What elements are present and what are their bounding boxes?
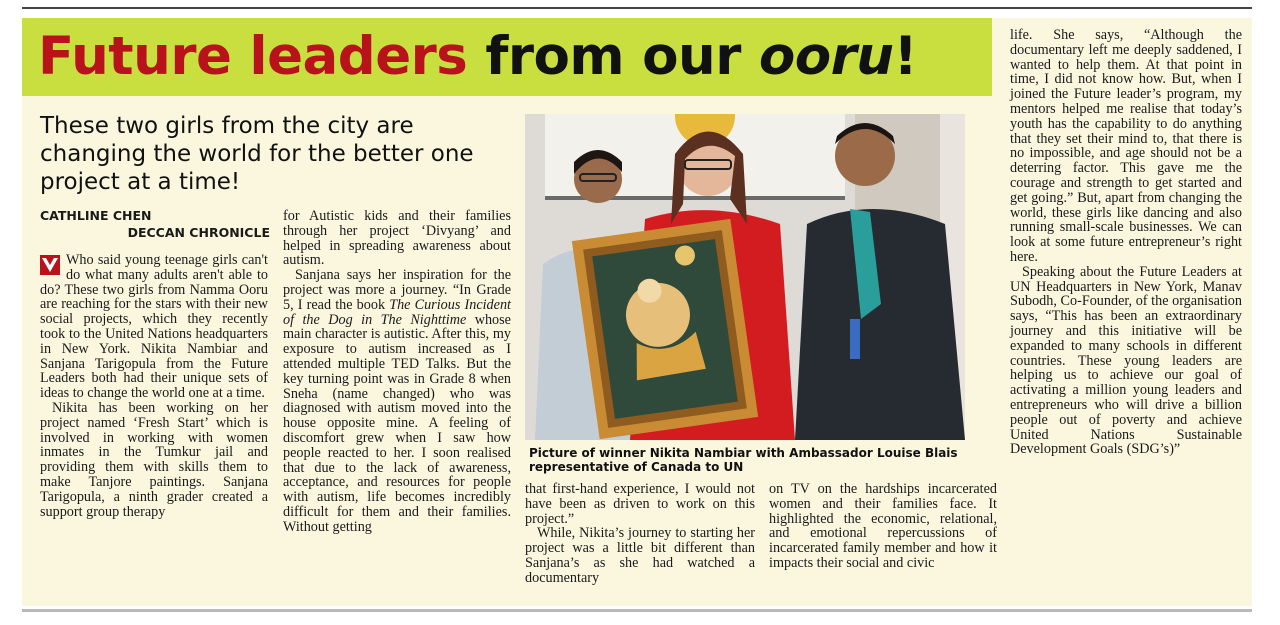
- headline: [38, 22, 917, 92]
- text-span: whose main character is autistic. After this, my exposure to autism increased as I attended multiple TED Talks. But the key turning point was in Grade 8 when Sneha (name changed) who was diagnosed with autism moved into the house opposite mine. A feeling of discomfort grew when I saw how people reacted to her. I soon realised that due to the lack of awareness, acceptance, and resources for people with autism, life becomes incredibly difficult for them and their families. Without getting: [283, 311, 511, 535]
- headline-part-2: from our: [485, 26, 741, 87]
- headline-banner: [22, 18, 992, 96]
- photo-caption: Picture of winner Nikita Nambiar with Ambassador Louise Blais representative of Canada to UN: [529, 446, 958, 474]
- article-photo: [525, 114, 965, 440]
- article-column-5: [1010, 28, 1242, 457]
- paragraph-sanjana-inspiration: [283, 268, 511, 534]
- paragraph-manav-quote: Speaking about the Future Leaders at UN Headquarters in New York, Manav Subodh, Co-Founder, of the organisation says, “This has been an extraordinary journey and this initiative will be expanded to many schools in different countries. These young leaders are helping us to achieve our goal of activating a million young leaders and entrepreneurs who will drive a billion people out of poverty and achieve United Nations Sustainable Development Goals (SDG’s)”: [1010, 263, 1242, 458]
- byline-source: DECCAN CHRONICLE: [127, 225, 270, 240]
- article-column-4: [769, 482, 997, 571]
- paragraph-divyang: for Autistic kids and their families through her project ‘Divyang’ and helped in spreading awareness about autism.: [283, 208, 511, 269]
- top-rule: [22, 7, 1252, 9]
- paragraph-first-hand: that first-hand experience, I would not have been as driven to work on this project.”: [525, 481, 755, 527]
- paragraph-nikita-quote: life. She says, “Although the documentary left me deeply saddened, I wanted to help them. At that point in time, I did not know how. But, when I joined the Future leader’s program, my mentors helped me realise that today’s youth has the capability to do anything that they set their mind to, that there is no impossible, and age should not be a deterring factor. This gave me the courage and strength to get started and get going.” But, apart from changing the world, these girls like dancing and also running small-scale businesses. We can look at some future entrepreneur’s right here.: [1010, 27, 1242, 265]
- v-dropcap-icon: [40, 255, 60, 275]
- paragraph-nikita-project: Nikita has been working on her project named ‘Fresh Start’ which is involved in working with women inmates in the Tumkur jail and providing them with skills them to make Tanjore paintings. Sanjana Tarigopula, a ninth grader created a support group therapy: [40, 399, 268, 520]
- paragraph-nikita-journey: While, Nikita’s journey to starting her project was a little bit different than Sanjana’s as she had watched a documentary: [525, 525, 755, 586]
- paragraph-documentary: on TV on the hardships incarcerated women and their families face. It highlighted the economic, relational, and emotional repercussions of incarcerated family member and how it impacts their social and civic: [769, 481, 997, 571]
- byline: [40, 208, 270, 240]
- bottom-rule: [22, 609, 1252, 612]
- subheadline: These two girls from the city are changing the world for the better one project at a time!: [40, 113, 474, 195]
- headline-part-3: ooru: [758, 26, 894, 87]
- article-column-1: [40, 253, 268, 519]
- headline-part-4: !: [893, 26, 918, 87]
- paragraph-intro: Who said young teenage girls can't do what many adults aren't able to do? These two girls from Namma Ooru are reaching for the stars with their new social projects, which they recently took to the United Nations headquarters in New York. Nikita Nambiar and Sanjana Tarigopula from the Future Leaders both had their unique sets of ideas to change the world one at a time.: [40, 252, 268, 402]
- headline-part-1: Future leaders: [38, 26, 468, 87]
- byline-author: CATHLINE CHEN: [40, 208, 152, 223]
- article-column-2: [283, 209, 511, 535]
- newspaper-page: [22, 18, 1252, 606]
- book-title: The Curious Incident of the Dog in The Nighttime: [283, 296, 511, 328]
- photo-illustration: [525, 114, 965, 440]
- article-column-3: [525, 482, 755, 586]
- text-span: Sanjana says her inspiration for the project was more a journey. “In Grade 5, I read the book: [283, 267, 511, 313]
